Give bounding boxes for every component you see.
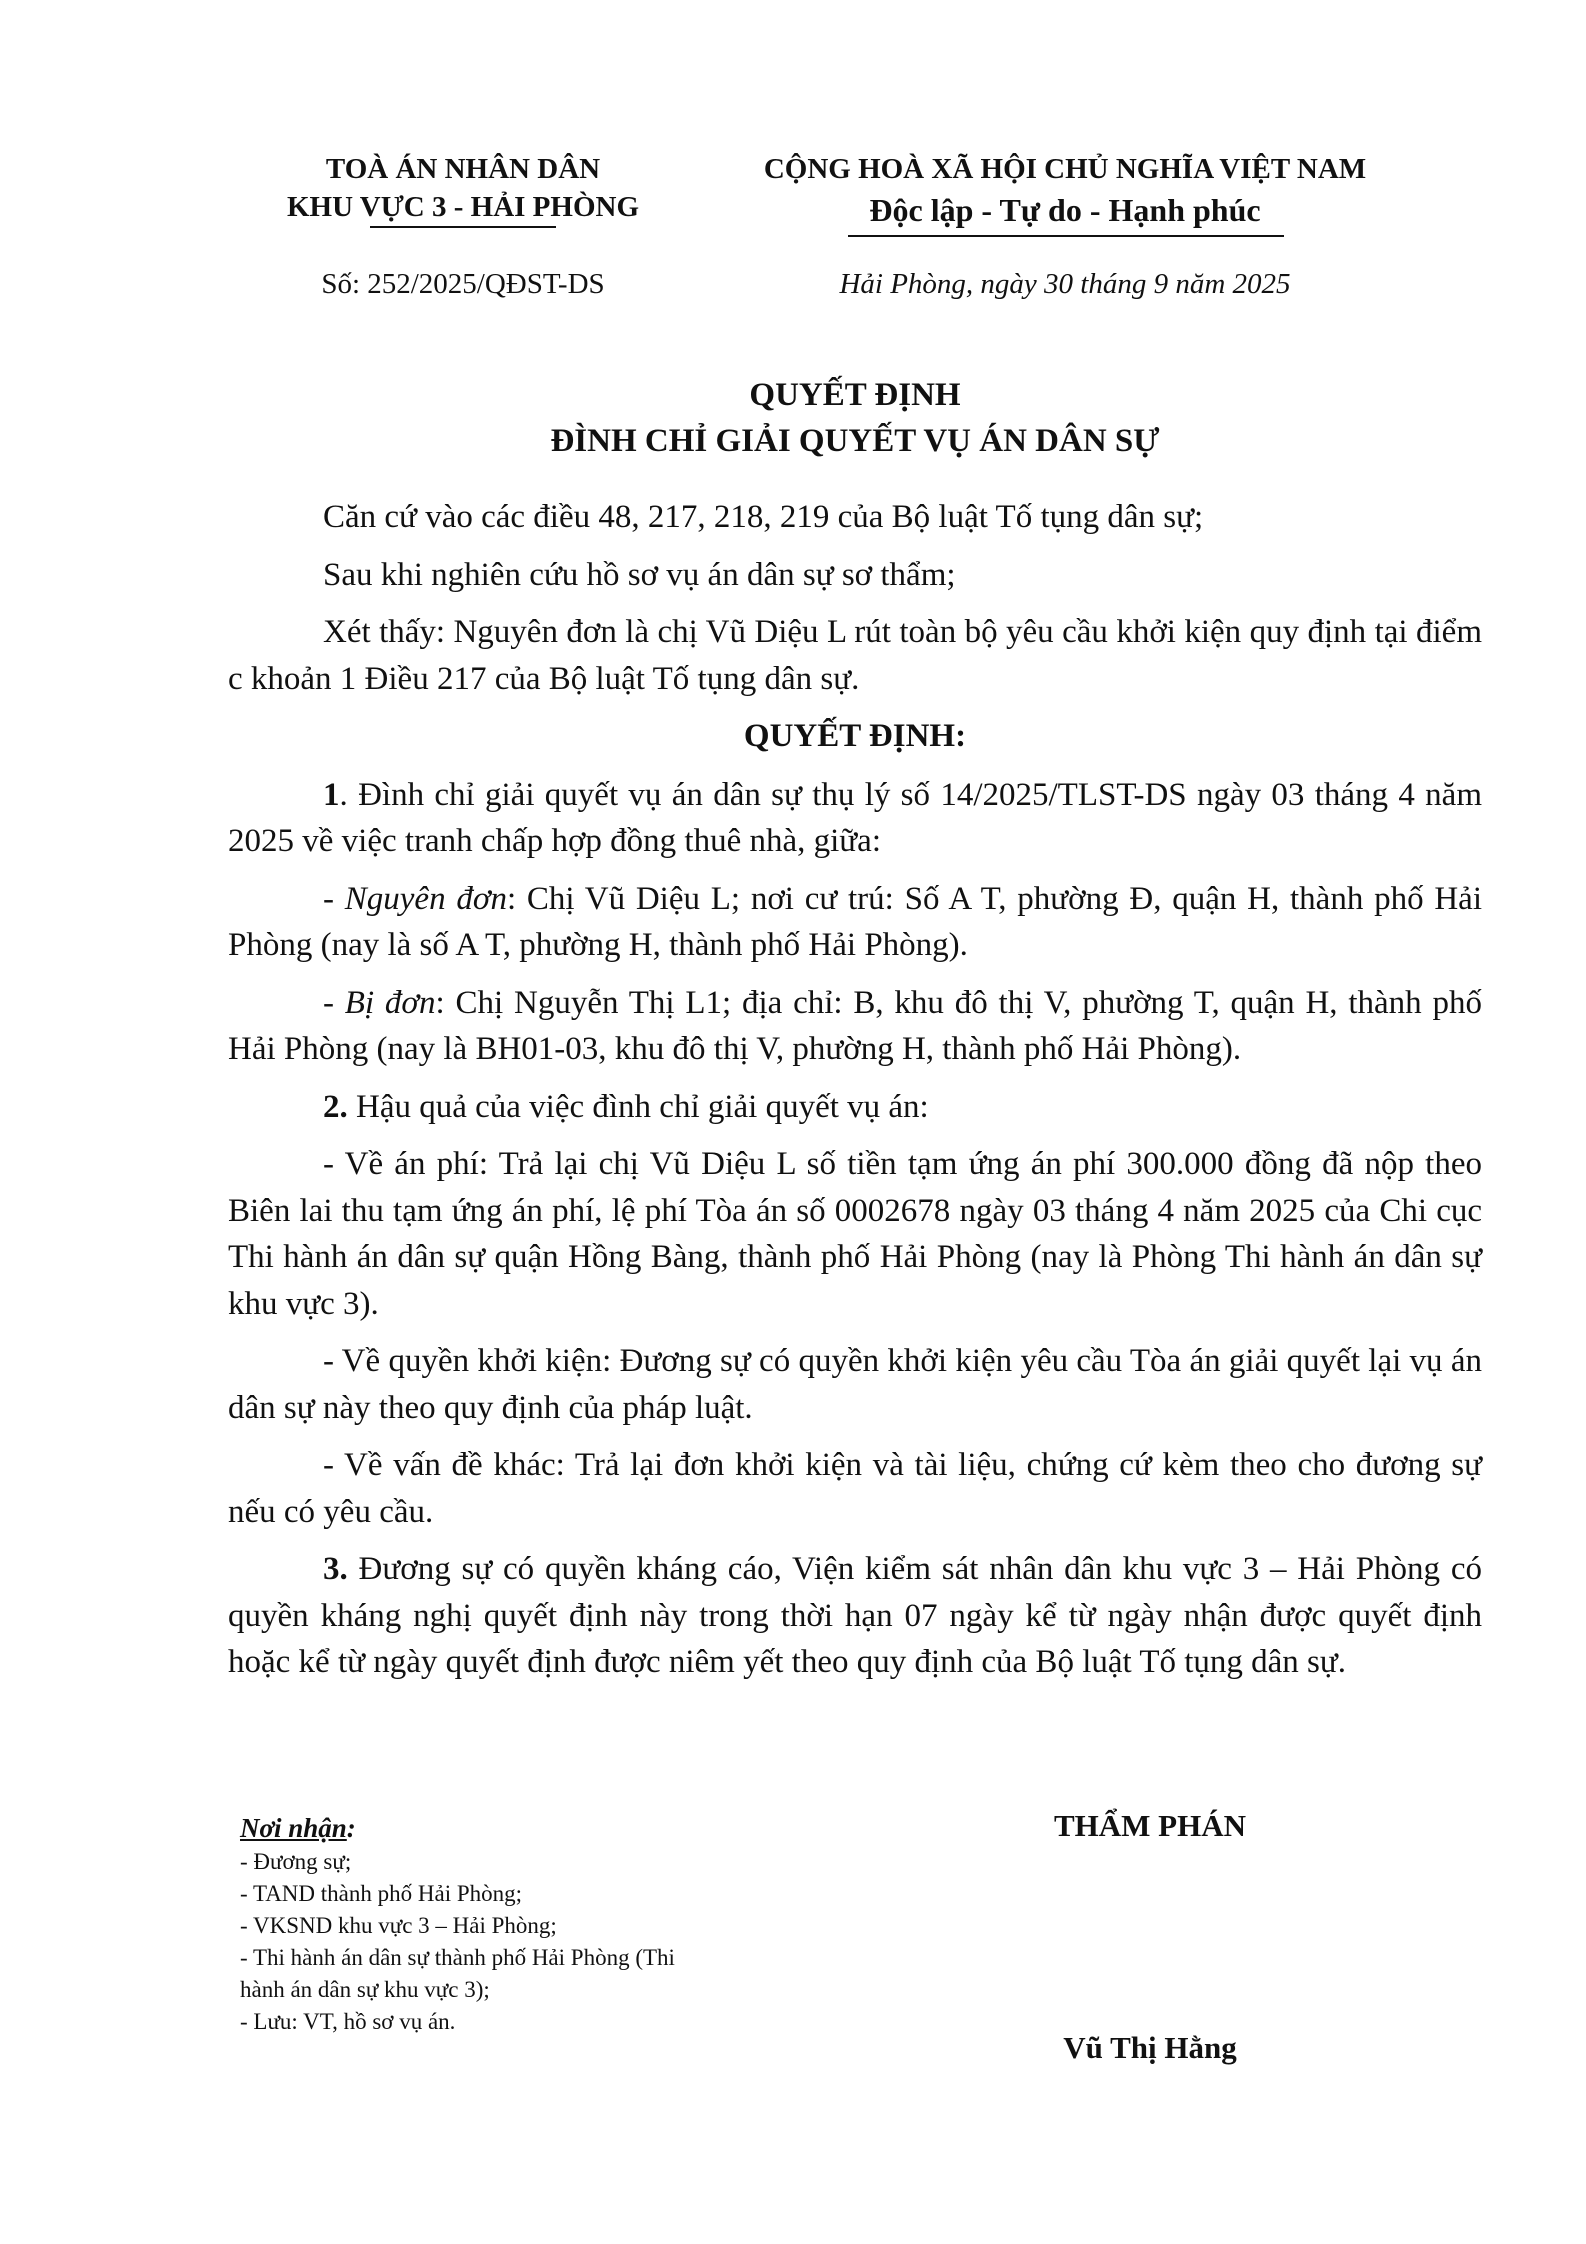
- court-fee-paragraph: - Về án phí: Trả lại chị Vũ Diệu L số tiền tạm ứng án phí 300.000 đồng đã nộp theo Biên lai thu tạm ứng án phí, lệ phí Tòa án số 0002678 ngày 03 tháng 4 năm 2025 của Chi cục Thi hành án dân sự quận Hồng Bàng, thành phố Hải Phòng (nay là Phòng Thi hành án dân sự khu vực 3).: [228, 1146, 1482, 1322]
- national-motto: Độc lập - Tự do - Hạnh phúc: [869, 192, 1261, 228]
- plaintiff-text: : Chị Vũ Diệu L; nơi cư trú: Số A T, phường Đ, quận H, thành phố Hải Phòng (nay là số A T, phường H, thành phố Hải Phòng).: [228, 880, 1482, 963]
- national-header: [700, 150, 1430, 232]
- plaintiff-prefix: -: [323, 880, 345, 917]
- motto-underline: [848, 235, 1284, 237]
- defendant-label: Bị đơn: [344, 984, 436, 1021]
- item-3-number: 3.: [323, 1551, 348, 1587]
- recipient-item: - TAND thành phố Hải Phòng;: [240, 1881, 523, 1906]
- recipients-label-text: Nơi nhận: [240, 1813, 347, 1843]
- court-header: [228, 150, 698, 226]
- signer-name: Vũ Thị Hằng: [1063, 2030, 1237, 2065]
- document-number: Số: 252/2025/QĐST-DS: [321, 268, 605, 300]
- recipients-block: [240, 1810, 840, 2038]
- item-1-text: . Đình chỉ giải quyết vụ án dân sự thụ lý số 14/2025/TLST-DS ngày 03 tháng 4 năm 2025 về việc tranh chấp hợp đồng thuê nhà, giữa:: [228, 776, 1482, 859]
- defendant-text: : Chị Nguyễn Thị L1; địa chỉ: B, khu đô thị V, phường T, quận H, thành phố Hải Phòng (nay là BH01-03, khu đô thị V, phường H, thành phố Hải Phòng).: [228, 984, 1482, 1067]
- republic-name: CỘNG HOÀ XÃ HỘI CHỦ NGHĨA VIỆT NAM: [763, 153, 1367, 185]
- finding-statement: Xét thấy: Nguyên đơn là chị Vũ Diệu L rút toàn bộ yêu cầu khởi kiện quy định tại điểm c khoản 1 Điều 217 của Bộ luật Tố tụng dân sự.: [228, 614, 1482, 697]
- recipient-item: - VKSND khu vực 3 – Hải Phòng;: [240, 1913, 557, 1938]
- recipients-label-colon: :: [346, 1813, 356, 1843]
- document-body: [228, 494, 1482, 1697]
- signature-title: THẨM PHÁN: [1053, 1808, 1246, 1843]
- decision-heading: QUYẾT ĐỊNH:: [743, 718, 967, 754]
- recipient-item: - Đương sự;: [240, 1849, 352, 1874]
- item-1: [228, 772, 1482, 865]
- item-3-text: Đương sự có quyền kháng cáo, Viện kiểm sát nhân dân khu vực 3 – Hải Phòng có quyền kháng nghị quyết định này trong thời hạn 07 ngày kể từ ngày nhận được quyết định hoặc kể từ ngày quyết định được niêm yết theo quy định của Bộ luật Tố tụng dân sự.: [228, 1551, 1482, 1680]
- court-region: KHU VỰC 3 - HẢI PHÒNG: [286, 191, 640, 223]
- item-2-number: 2.: [323, 1088, 348, 1125]
- recipient-item: - Thi hành án dân sự thành phố Hải Phòng (Thi: [240, 1945, 675, 1970]
- plaintiff-paragraph: [228, 876, 1482, 969]
- recipient-item: - Lưu: VT, hồ sơ vụ án.: [240, 2009, 456, 2034]
- document-title: [228, 372, 1482, 464]
- item-3: [228, 1546, 1482, 1686]
- court-underline: [370, 226, 556, 228]
- lawsuit-right-paragraph: - Về quyền khởi kiện: Đương sự có quyền khởi kiện yêu cầu Tòa án giải quyết lại vụ án dân sự này theo quy định của pháp luật.: [228, 1343, 1482, 1426]
- court-name: TOÀ ÁN NHÂN DÂN: [325, 153, 601, 185]
- title-line2: ĐÌNH CHỈ GIẢI QUYẾT VỤ ÁN DÂN SỰ: [550, 423, 1160, 459]
- item-2-text: Hậu quả của việc đình chỉ giải quyết vụ án:: [347, 1088, 929, 1125]
- title-line1: QUYẾT ĐỊNH: [749, 377, 961, 413]
- defendant-paragraph: [228, 980, 1482, 1073]
- plaintiff-label: Nguyên đơn: [344, 880, 507, 917]
- recipients-label: [240, 1810, 840, 1846]
- other-matters-paragraph: - Về vấn đề khác: Trả lại đơn khởi kiện và tài liệu, chứng cứ kèm theo cho đương sự nếu có yêu cầu.: [228, 1447, 1482, 1530]
- item-1-number: 1: [323, 776, 340, 813]
- legal-basis: Căn cứ vào các điều 48, 217, 218, 219 của Bộ luật Tố tụng dân sự;: [323, 499, 1204, 535]
- defendant-prefix: -: [323, 984, 345, 1021]
- item-2: [228, 1084, 1482, 1131]
- recipient-item: hành án dân sự khu vực 3);: [240, 1977, 490, 2002]
- review-statement: Sau khi nghiên cứu hồ sơ vụ án dân sự sơ thẩm;: [323, 556, 956, 593]
- place-date: Hải Phòng, ngày 30 tháng 9 năm 2025: [839, 268, 1291, 300]
